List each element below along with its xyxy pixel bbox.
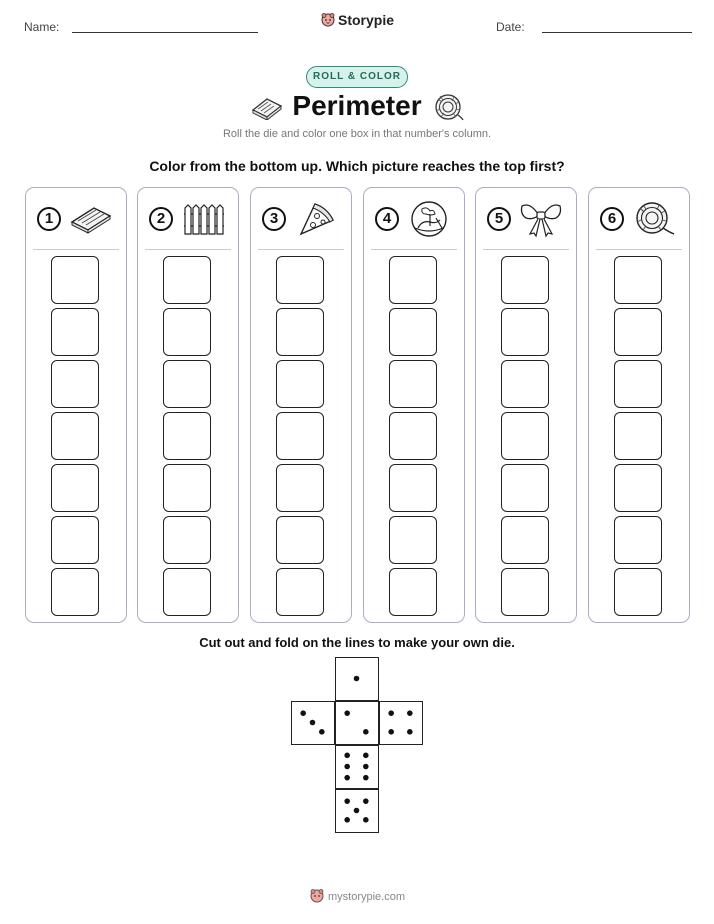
- color-box[interactable]: [276, 516, 324, 564]
- column-number: 4: [375, 207, 399, 231]
- page-subtitle: Roll the die and color one box in that number's column.: [222, 128, 492, 140]
- die-face-6: [335, 745, 379, 789]
- date-label: Date:: [496, 20, 525, 34]
- die-face-1: [335, 657, 379, 701]
- color-box[interactable]: [614, 256, 662, 304]
- color-box[interactable]: [51, 308, 99, 356]
- color-box[interactable]: [276, 464, 324, 512]
- color-box[interactable]: [501, 464, 549, 512]
- column-number: 3: [262, 207, 286, 231]
- color-box[interactable]: [51, 412, 99, 460]
- color-box[interactable]: [51, 360, 99, 408]
- activity-badge: ROLL & COLOR: [306, 66, 408, 88]
- column-4: [363, 187, 465, 623]
- die-face-2: [335, 701, 379, 745]
- color-box[interactable]: [51, 256, 99, 304]
- color-box[interactable]: [51, 516, 99, 564]
- color-box[interactable]: [614, 308, 662, 356]
- playground-icon: [406, 200, 452, 238]
- column-divider: [145, 249, 231, 250]
- mascot-icon: [309, 888, 325, 907]
- color-box[interactable]: [614, 568, 662, 616]
- color-box[interactable]: [163, 516, 211, 564]
- color-box[interactable]: [389, 516, 437, 564]
- die-face-4: [379, 701, 423, 745]
- column-number: 5: [487, 207, 511, 231]
- color-box[interactable]: [501, 256, 549, 304]
- color-box[interactable]: [614, 412, 662, 460]
- color-box[interactable]: [276, 256, 324, 304]
- color-box[interactable]: [163, 412, 211, 460]
- pizza-icon: [293, 200, 339, 238]
- color-box[interactable]: [163, 568, 211, 616]
- cut-instruction: Cut out and fold on the lines to make your own die.: [199, 635, 515, 650]
- color-box[interactable]: [276, 568, 324, 616]
- page-title: Perimeter: [292, 90, 422, 121]
- column-divider: [258, 249, 344, 250]
- color-box[interactable]: [163, 256, 211, 304]
- brand-name: Storypie: [337, 12, 394, 28]
- column-divider: [483, 249, 569, 250]
- column-number: 1: [37, 207, 61, 231]
- column-number: 2: [149, 207, 173, 231]
- footer: [0, 888, 714, 907]
- name-label: Name:: [24, 20, 60, 34]
- color-box[interactable]: [389, 308, 437, 356]
- color-box[interactable]: [501, 568, 549, 616]
- column-number: 6: [600, 207, 624, 231]
- color-box[interactable]: [614, 360, 662, 408]
- color-box[interactable]: [51, 464, 99, 512]
- color-box[interactable]: [389, 568, 437, 616]
- color-box[interactable]: [501, 308, 549, 356]
- color-box[interactable]: [501, 516, 549, 564]
- name-line[interactable]: [72, 32, 258, 33]
- column-divider: [596, 249, 682, 250]
- color-box[interactable]: [389, 412, 437, 460]
- color-box[interactable]: [614, 464, 662, 512]
- tray-icon: [68, 200, 114, 238]
- footer-url[interactable]: mystorypie.com: [327, 891, 406, 903]
- color-box[interactable]: [276, 308, 324, 356]
- color-box[interactable]: [389, 360, 437, 408]
- column-1: [25, 187, 127, 623]
- column-6: [588, 187, 690, 623]
- mascot-icon: [320, 12, 336, 31]
- column-3: [250, 187, 352, 623]
- color-box[interactable]: [163, 464, 211, 512]
- color-box[interactable]: [163, 308, 211, 356]
- rope-icon: [631, 200, 677, 238]
- die-face-3: [291, 701, 335, 745]
- color-box[interactable]: [501, 360, 549, 408]
- fence-icon: [180, 200, 226, 238]
- column-5: [475, 187, 577, 623]
- column-2: [137, 187, 239, 623]
- bow-icon: [518, 200, 564, 238]
- rope-icon-title: [432, 93, 464, 126]
- color-box[interactable]: [276, 412, 324, 460]
- color-box[interactable]: [276, 360, 324, 408]
- instruction-text: Color from the bottom up. Which picture reaches the top first?: [149, 158, 565, 174]
- color-box[interactable]: [389, 464, 437, 512]
- brand-logo: [0, 12, 714, 31]
- column-divider: [371, 249, 457, 250]
- column-divider: [33, 249, 119, 250]
- color-box[interactable]: [501, 412, 549, 460]
- color-box[interactable]: [614, 516, 662, 564]
- die-face-5: [335, 789, 379, 833]
- color-box[interactable]: [51, 568, 99, 616]
- color-box[interactable]: [389, 256, 437, 304]
- date-line[interactable]: [542, 32, 692, 33]
- color-box[interactable]: [163, 360, 211, 408]
